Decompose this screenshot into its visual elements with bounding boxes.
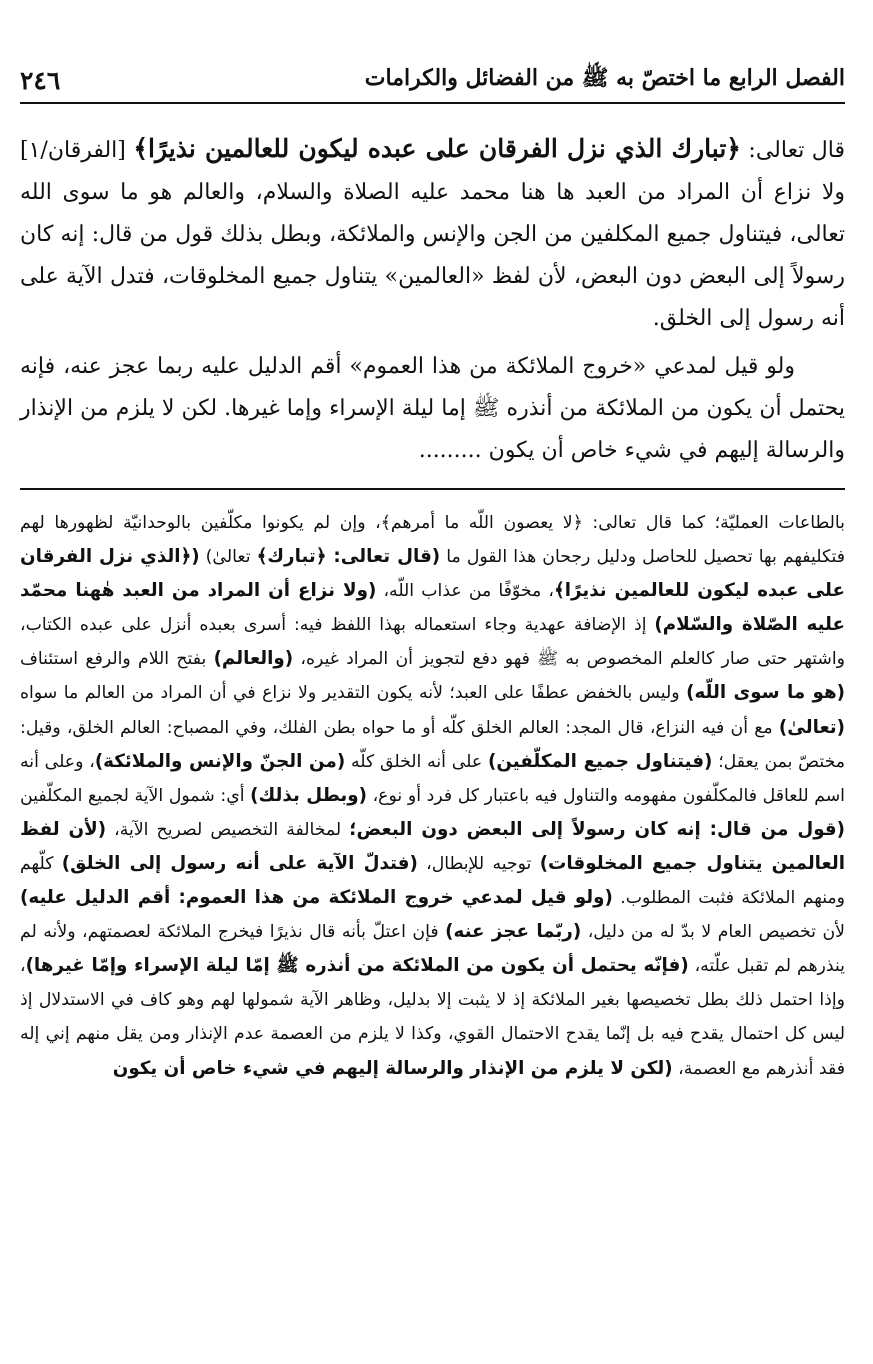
page-number: ٢٤٦ xyxy=(20,65,61,95)
commentary-quoted-text: (وبطل بذلك) xyxy=(250,784,367,806)
running-header xyxy=(20,58,845,104)
main-paragraph-1 xyxy=(20,128,845,340)
commentary-text-segment: توجيه للإبطال، xyxy=(417,853,540,874)
commentary-text-segment: أي: شمول الآية لجميع المكلّفين xyxy=(20,785,251,806)
commentary-quoted-text: (من الجنّ والإنس والملائكة) xyxy=(94,750,346,772)
commentary-quoted-text: (﴿الذي نزل الفرقان على عبده ليكون للعالمين نذيرًا﴾ xyxy=(20,546,845,602)
footnote-separator xyxy=(20,488,845,490)
commentary-quoted-text: (ربّما عجز عنه) xyxy=(445,921,582,943)
commentary-text-segment: ، وإذا احتمل ذلك بطل تخصيصها بغير الملائكة إذ لا يثبت إلا بدليل، وظاهر الآية شمولها لهم وهو كاف في الاستدلال إذ ليس كل احتمال يقدح فيه بل إنّما يقدح الاحتمال القوي، وكذا لا يلزم من العصمة عدم الإنذار ومن يقل منهم إني إله فقد أنذرهم مع العصمة، xyxy=(20,956,845,1079)
commentary-quoted-text: (فيتناول جميع المكلّفين) xyxy=(488,750,713,772)
main-intro: قال تعالى: xyxy=(740,138,845,163)
commentary-quoted-text: (فتدلّ الآية على أنه رسول إلى الخلق) xyxy=(61,852,418,874)
commentary-text-segment: ، وإن لم يكونوا مكلّفين بالوحدانيّة لظهورها لهم فتكليفهم بها تحصيل للحاصل ودليل رجحان هذا القول ما xyxy=(20,513,845,568)
commentary-quoted-text: (لأن لفظ العالمين يتناول جميع المخلوقات) xyxy=(20,818,845,874)
commentary-quoted-text: (قول من قال: إنه كان رسولاً إلى البعض دون البعض؛ xyxy=(349,818,845,840)
commentary-text-segment: ﴿لا يعصون اللّه ما أمرهم﴾ xyxy=(380,513,583,533)
commentary-quoted-text: (لكن لا يلزم من الإنذار والرسالة إليهم في شيء خاص أن يكون xyxy=(112,1057,673,1079)
main-paragraph-2 xyxy=(20,346,845,472)
main-paragraph-2-text: ولو قيل لمدعي «خروج الملائكة من هذا العموم» أقم الدليل عليه ربما عجز عنه، فإنه يحتمل أن يكون من الملائكة من أنذره ﷺ إما ليلة الإسراء وإما غيرها. لكن لا يلزم من الإنذار والرسالة إليهم في شيء خاص أن يكون xyxy=(20,354,845,463)
continuation-dots: ......... xyxy=(418,438,482,463)
commentary-text-segment: كلّهم ومنهم الملائكة فثبت المطلوب. xyxy=(20,853,846,909)
commentary-text-segment: بفتح اللام والرفع استئناف xyxy=(20,649,214,670)
quran-verse: ﴿تبارك الذي نزل الفرقان على عبده ليكون للعالمين نذيرًا﴾ xyxy=(133,134,741,163)
main-text xyxy=(20,128,845,472)
commentary-quoted-text: (ولا نزاع أن المراد من العبد هٰهنا محمّد عليه الصّلاة والسّلام) xyxy=(20,580,845,636)
commentary-text-segment: مع أن فيه النزاع، قال المجد: العالم الخلق كلّه أو ما حواه بطن الفلك، وفي المصباح: العالم الخلق، وقيل: مختصّ بمن يعقل؛ xyxy=(20,717,845,772)
commentary-text-segment: على أنه الخلق كلّه xyxy=(345,751,488,772)
commentary-text-segment: فإن اعتلّ بأنه قال نذيرًا فيخرج الملائكة لعصمتهم، ولأنه لم ينذرهم لم تقبل علّته، xyxy=(20,922,845,977)
commentary-text-segment: إذ الإضافة عهدية وجاء استعماله بهذا اللفظ فيه: أسرى بعبده أنزل على عبده الكتاب، واشتهر حتى صار كالعلم المخصوص به ﷺ فهو دفع لتجويز أن المراد غيره، xyxy=(20,615,845,670)
commentary-text-segment: تعالىٰ) xyxy=(199,547,257,568)
chapter-title: الفصل الرابع ما اختصّ به ﷺ من الفضائل والكرامات xyxy=(364,65,845,91)
commentary-text xyxy=(20,506,845,1086)
main-paragraph-1-rest: [الفرقان/١] ولا نزاع أن المراد من العبد ها هنا محمد عليه الصلاة والسلام، والعالم هو ما سوى الله تعالى، فيتناول جميع المكلفين من الجن والإنس والملائكة، وبطل بذلك قول من قال: إنه كان رسولاً إلى البعض دون البعض، لأن لفظ «العالمين» يتناول جميع المخلوقات، فتدل الآية على أنه رسول إلى الخلق. xyxy=(20,138,845,331)
commentary-text-segment: ، وعلى أنه اسم للعاقل فالمكلّفون مفهومه والتناول فيه باعتبار كل فرد أو نوع، xyxy=(20,751,845,806)
commentary-paragraph xyxy=(20,506,845,1086)
commentary-text-segment: لمخالفة التخصيص لصريح الآية، xyxy=(106,819,350,840)
commentary-text-segment: ، مخوّفًا من عذاب اللّه، xyxy=(376,581,554,602)
commentary-text-segment: وليس بالخفض عطفًا على العبد؛ لأنه يكون التقدير ولا نزاع في أن المراد من العالم ما سواه xyxy=(20,683,687,704)
commentary-quoted-text: (فإنّه يحتمل أن يكون من الملائكة من أنذره ﷺ إمّا ليلة الإسراء وإمّا غيرها) xyxy=(25,955,689,977)
commentary-quoted-text: (تعالىٰ) xyxy=(778,716,845,738)
commentary-quoted-text: (ولو قيل لمدعي خروج الملائكة من هذا العموم: أقم الدليل عليه) xyxy=(20,887,613,909)
commentary-quoted-text: (قال تعالى: ﴿تبارك﴾ xyxy=(256,546,441,568)
commentary-quoted-text: (هو ما سوى اللّه) xyxy=(686,682,845,704)
commentary-text-segment: لأن تخصيص العام لا بدّ له من دليل، xyxy=(581,922,845,943)
commentary-text-segment: بالطاعات العمليّة؛ كما قال تعالى: xyxy=(582,513,845,533)
commentary-quoted-text: (والعالم) xyxy=(213,648,294,670)
